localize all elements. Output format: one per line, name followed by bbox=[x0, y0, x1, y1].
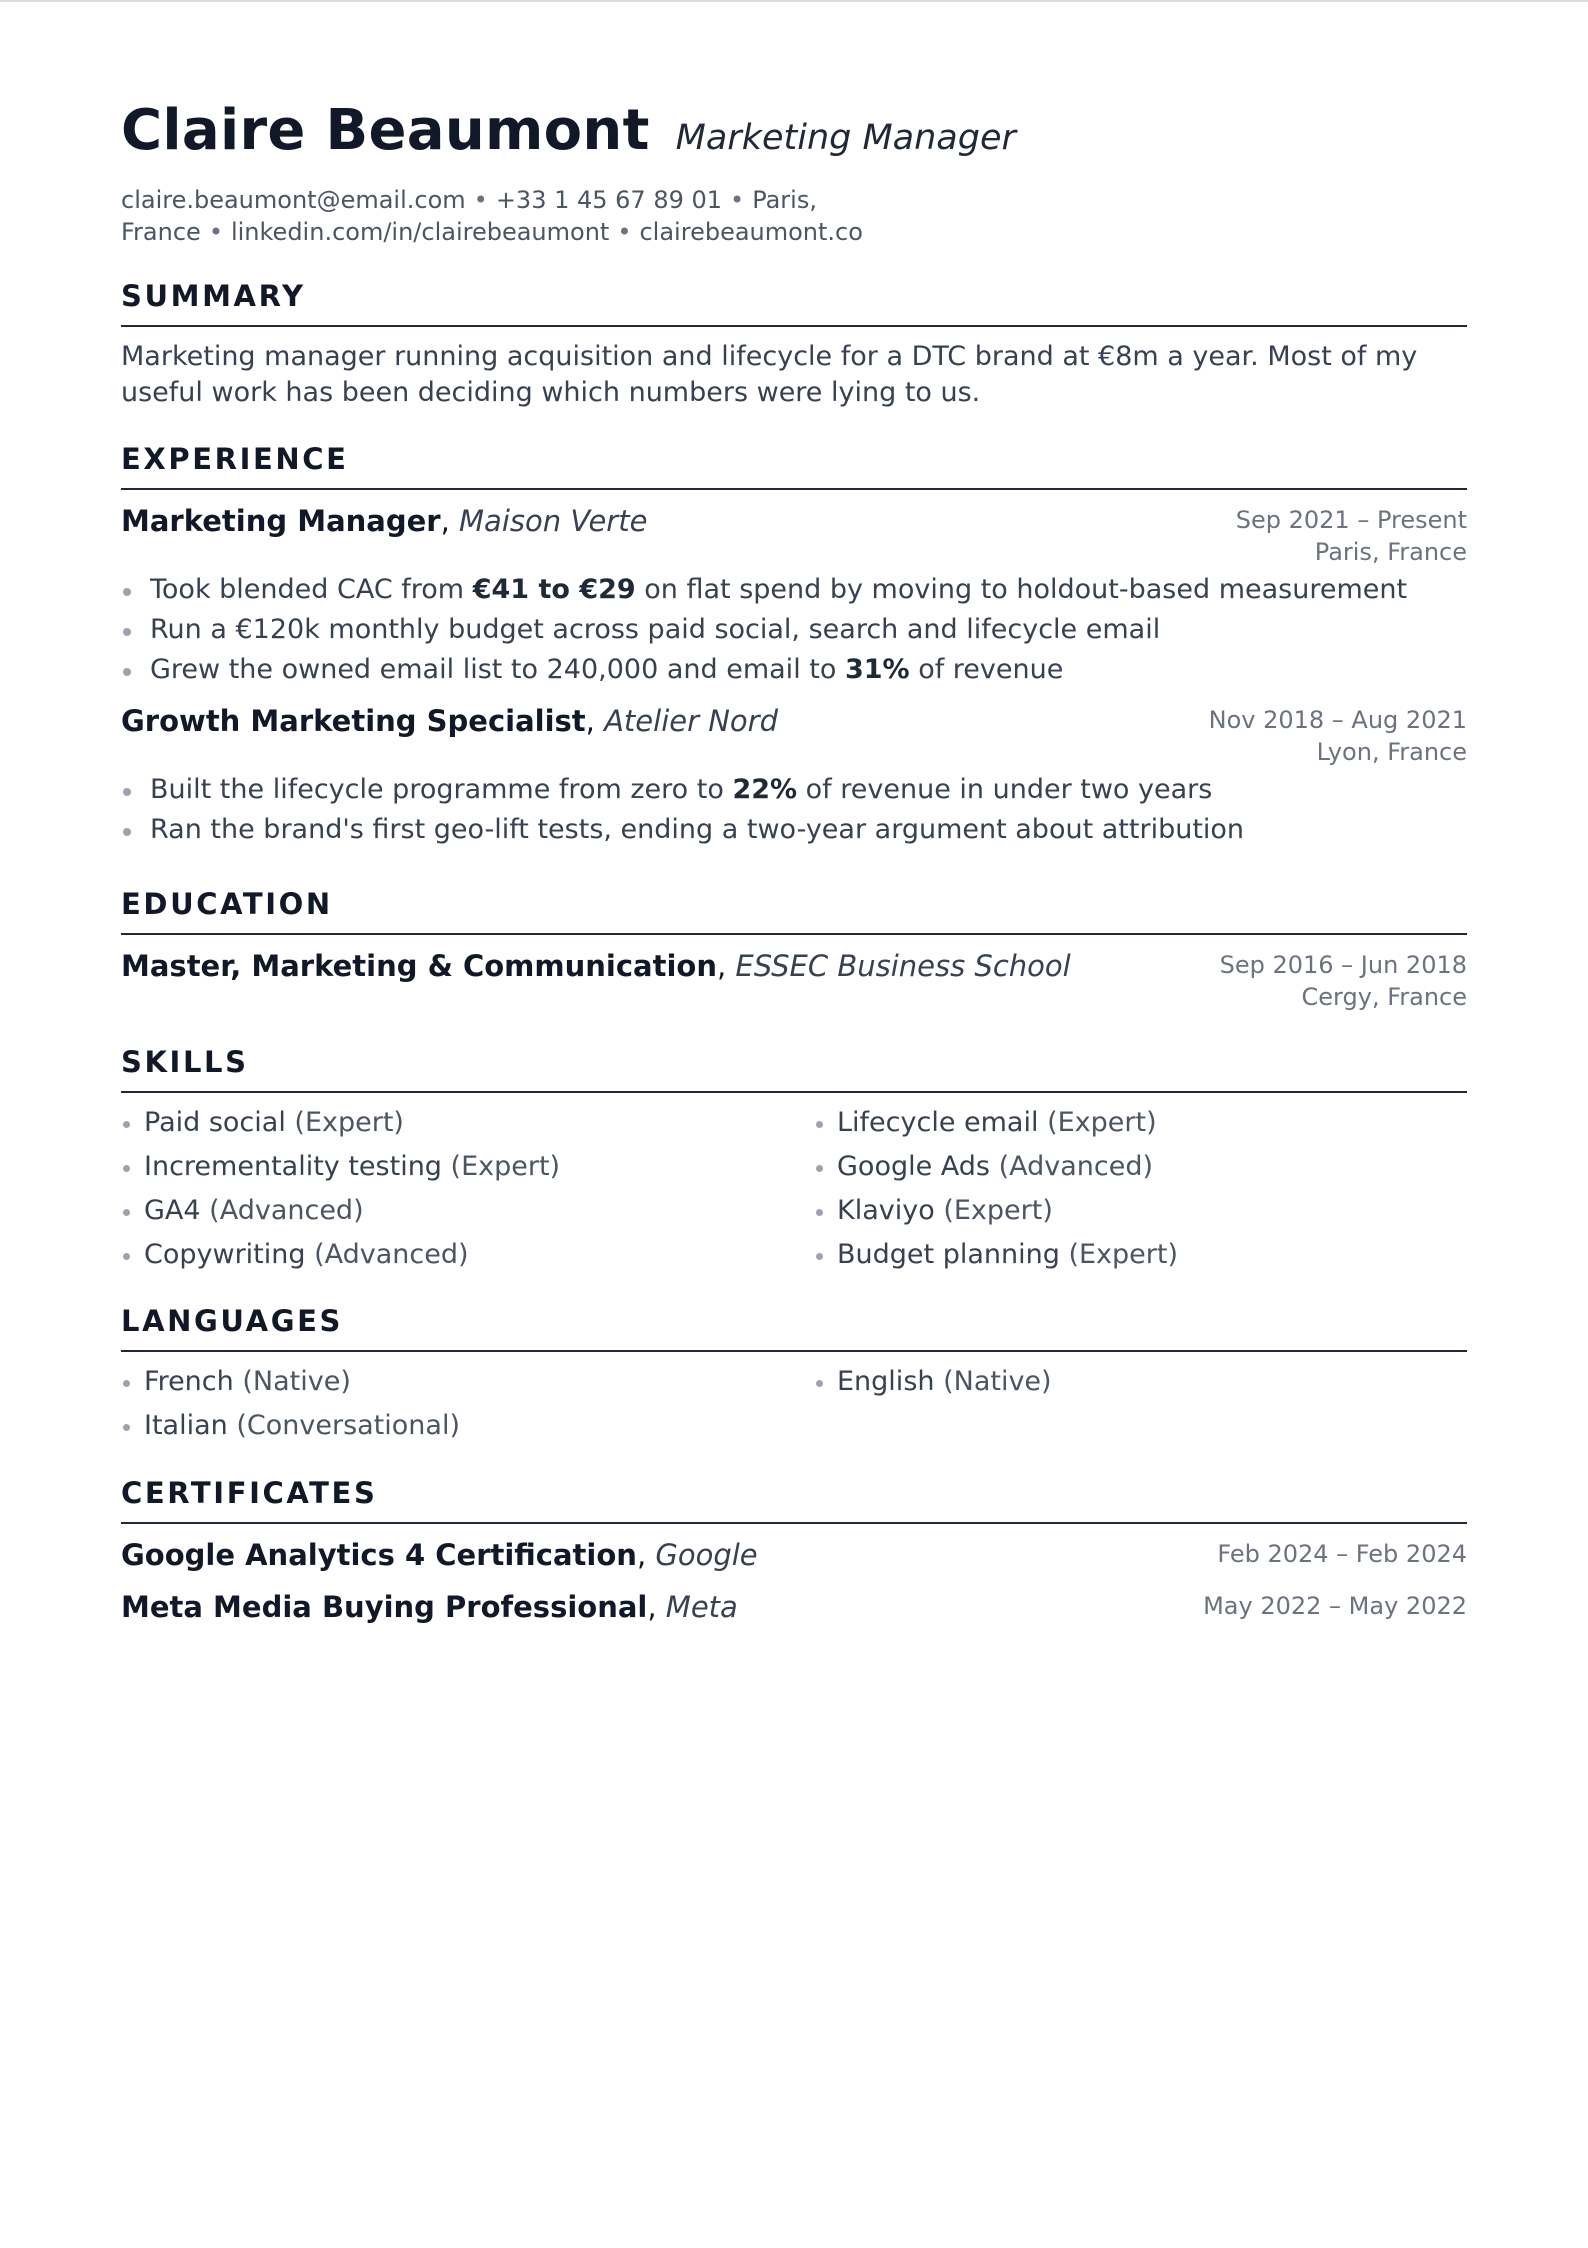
entry-title: Meta Media Buying Professional, Meta bbox=[121, 1590, 738, 1624]
entry-title: Growth Marketing Specialist, Atelier Nord bbox=[121, 704, 779, 738]
section-divider bbox=[121, 325, 1467, 327]
entry-title: Master, Marketing & Communication, ESSEC Business School bbox=[121, 949, 1071, 983]
contact-location-country: France bbox=[121, 218, 201, 246]
summary-section bbox=[121, 279, 1467, 411]
job-location: Paris, France bbox=[1314, 538, 1467, 566]
contact-separator: • bbox=[208, 218, 223, 246]
list-item: Klaviyo (Expert) bbox=[814, 1189, 1467, 1233]
degree-name: Master, Marketing & Communication bbox=[121, 949, 717, 983]
languages-list bbox=[121, 1360, 1467, 1448]
list-item: Took blended CAC from €41 to €29 on flat spend by moving to holdout-based measurement bbox=[121, 570, 1467, 610]
certificates-section bbox=[121, 1476, 1467, 1624]
education-location: Cergy, France bbox=[1301, 983, 1467, 1011]
list-item: GA4 (Advanced) bbox=[121, 1189, 814, 1233]
section-divider bbox=[121, 1350, 1467, 1352]
section-title: EDUCATION bbox=[121, 887, 333, 921]
job-bullets bbox=[121, 770, 1467, 850]
list-item: Paid social (Expert) bbox=[121, 1101, 814, 1145]
skills-section bbox=[121, 1045, 1467, 1277]
section-divider bbox=[121, 933, 1467, 935]
entry-meta bbox=[1220, 949, 1467, 1013]
contact-website[interactable]: clairebeaumont.co bbox=[639, 218, 863, 246]
certificate-entry bbox=[121, 1590, 1467, 1624]
entry-header bbox=[121, 949, 1467, 1013]
job-title: Growth Marketing Specialist bbox=[121, 704, 586, 738]
entry-header bbox=[121, 1538, 1467, 1572]
certificate-entry bbox=[121, 1538, 1467, 1572]
job-bullets bbox=[121, 570, 1467, 690]
entry-meta bbox=[1209, 704, 1467, 768]
contact-linkedin[interactable]: linkedin.com/in/clairebeaumont bbox=[230, 218, 610, 246]
school-name: ESSEC Business School bbox=[735, 949, 1071, 983]
name-row bbox=[121, 98, 1467, 163]
section-title: SUMMARY bbox=[121, 279, 306, 313]
experience-entry bbox=[121, 504, 1467, 690]
job-location: Lyon, France bbox=[1316, 738, 1467, 766]
company-name: Maison Verte bbox=[459, 504, 648, 538]
candidate-name: Claire Beaumont bbox=[121, 98, 650, 163]
entry-header bbox=[121, 704, 1467, 768]
list-item: English (Native) bbox=[814, 1360, 1467, 1404]
section-title: SKILLS bbox=[121, 1045, 249, 1079]
section-title: LANGUAGES bbox=[121, 1304, 343, 1338]
list-item: Italian (Conversational) bbox=[121, 1404, 814, 1448]
section-divider bbox=[121, 1522, 1467, 1524]
education-entry bbox=[121, 949, 1467, 1013]
section-title: EXPERIENCE bbox=[121, 442, 349, 476]
entry-title: Marketing Manager, Maison Verte bbox=[121, 504, 648, 538]
section-divider bbox=[121, 488, 1467, 490]
page-top-border bbox=[0, 0, 1588, 2]
certificate-dates: Feb 2024 – Feb 2024 bbox=[1217, 1540, 1467, 1568]
experience-section bbox=[121, 442, 1467, 850]
candidate-role: Marketing Manager bbox=[675, 118, 1016, 158]
section-divider bbox=[121, 1091, 1467, 1093]
contact-separator: • bbox=[473, 186, 488, 214]
contact-info bbox=[121, 184, 881, 248]
entry-header bbox=[121, 504, 1467, 568]
certificate-issuer: Google bbox=[655, 1538, 758, 1572]
section-title: CERTIFICATES bbox=[121, 1476, 378, 1510]
entry-meta bbox=[1236, 504, 1467, 568]
skills-list bbox=[121, 1101, 1467, 1277]
list-item: Ran the brand's first geo-lift tests, ending a two-year argument about attribution bbox=[121, 810, 1467, 850]
list-item: Lifecycle email (Expert) bbox=[814, 1101, 1467, 1145]
contact-email[interactable]: claire.beaumont@email.com bbox=[121, 186, 466, 214]
resume-header bbox=[121, 98, 1467, 246]
entry-title: Google Analytics 4 Certification, Google bbox=[121, 1538, 758, 1572]
certificate-name: Google Analytics 4 Certification bbox=[121, 1538, 637, 1572]
company-name: Atelier Nord bbox=[604, 704, 779, 738]
entry-header bbox=[121, 1590, 1467, 1624]
list-item: Grew the owned email list to 240,000 and email to 31% of revenue bbox=[121, 650, 1467, 690]
list-item: Incrementality testing (Expert) bbox=[121, 1145, 814, 1189]
contact-location-city: Paris, bbox=[752, 186, 817, 214]
list-item: Copywriting (Advanced) bbox=[121, 1233, 814, 1277]
education-section bbox=[121, 887, 1467, 1013]
list-item: Google Ads (Advanced) bbox=[814, 1145, 1467, 1189]
education-dates: Sep 2016 – Jun 2018 bbox=[1219, 951, 1467, 979]
certificate-dates: May 2022 – May 2022 bbox=[1203, 1592, 1467, 1620]
list-item: Built the lifecycle programme from zero to 22% of revenue in under two years bbox=[121, 770, 1467, 810]
contact-separator: • bbox=[730, 186, 745, 214]
certificate-issuer: Meta bbox=[665, 1590, 738, 1624]
contact-phone[interactable]: +33 1 45 67 89 01 bbox=[495, 186, 723, 214]
list-item: Run a €120k monthly budget across paid social, search and lifecycle email bbox=[121, 610, 1467, 650]
languages-section bbox=[121, 1304, 1467, 1448]
job-dates: Sep 2021 – Present bbox=[1235, 506, 1467, 534]
job-dates: Nov 2018 – Aug 2021 bbox=[1208, 706, 1467, 734]
contact-separator: • bbox=[617, 218, 632, 246]
experience-entry bbox=[121, 704, 1467, 850]
summary-text: Marketing manager running acquisition and lifecycle for a DTC brand at €8m a year. Most of my useful work has been deciding which numbers were lying to us. bbox=[121, 341, 1418, 408]
list-item: Budget planning (Expert) bbox=[814, 1233, 1467, 1277]
list-item: French (Native) bbox=[121, 1360, 814, 1404]
job-title: Marketing Manager bbox=[121, 504, 441, 538]
certificate-name: Meta Media Buying Professional bbox=[121, 1590, 648, 1624]
